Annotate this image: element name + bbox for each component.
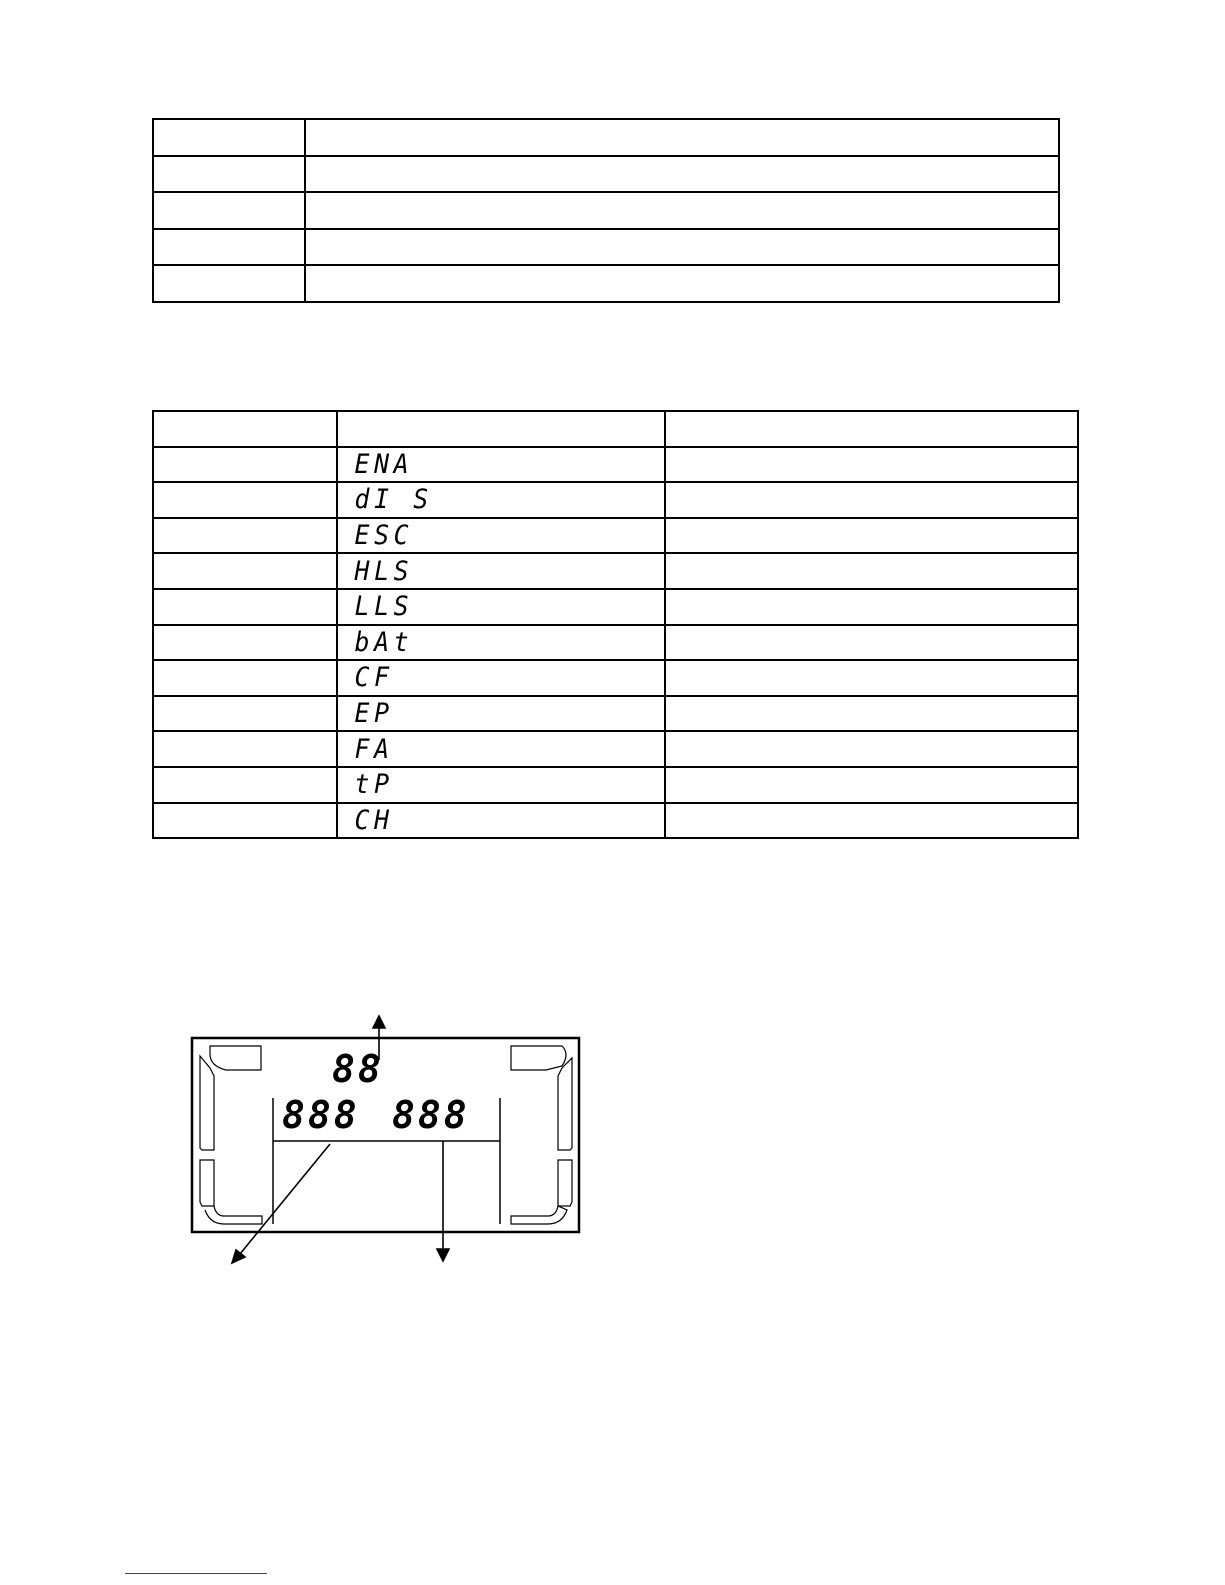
lcd-code-cell — [337, 767, 665, 803]
lcd-code-cell — [337, 660, 665, 696]
table-cell — [305, 265, 1059, 302]
header-cell — [337, 411, 665, 447]
table-row — [153, 192, 1059, 229]
table-cell — [665, 660, 1078, 696]
table-row — [153, 447, 1078, 483]
table-cell — [305, 119, 1059, 156]
lcd-code: CH — [354, 804, 394, 836]
lcd-code: EP — [354, 698, 394, 730]
table-cell — [153, 447, 337, 483]
lcd-top-digits: 88 — [332, 1047, 384, 1091]
lcd-frame — [192, 1038, 579, 1232]
lcd-right-digits: 888 — [392, 1093, 470, 1137]
table-cell — [153, 803, 337, 839]
table-row — [153, 803, 1078, 839]
left-bar-segments — [200, 1046, 262, 1224]
table-cell — [153, 518, 337, 554]
table-cell — [305, 156, 1059, 193]
lcd-code-cell — [337, 447, 665, 483]
right-bar-segments — [511, 1046, 572, 1224]
table-cell — [665, 518, 1078, 554]
table-cell — [153, 553, 337, 589]
lcd-code: ESC — [354, 520, 414, 552]
lcd-code: bAt — [354, 626, 414, 658]
lcd-left-digits: 888 — [282, 1093, 360, 1137]
table-row — [153, 696, 1078, 732]
table-row — [153, 156, 1059, 193]
table-cell — [153, 229, 305, 266]
table-cell — [665, 482, 1078, 518]
table-cell — [153, 482, 337, 518]
table-row — [153, 119, 1059, 156]
table-cell — [665, 553, 1078, 589]
table-row — [153, 482, 1078, 518]
table-row — [153, 767, 1078, 803]
table-cell — [153, 625, 337, 661]
table-row — [153, 660, 1078, 696]
lcd-code: ENA — [354, 448, 414, 480]
lcd-code-cell — [337, 696, 665, 732]
table-cell — [665, 589, 1078, 625]
lcd-code: HLS — [354, 555, 414, 587]
lcd-code-cell — [337, 803, 665, 839]
lcd-code: dI S — [354, 484, 433, 516]
table-cell — [665, 447, 1078, 483]
table-row — [153, 518, 1078, 554]
lcd-code-cell — [337, 625, 665, 661]
lcd-panel-diagram — [180, 1010, 600, 1270]
table-row — [153, 731, 1078, 767]
table-row — [153, 553, 1078, 589]
lcd-code-cell — [337, 731, 665, 767]
lcd-code: tP — [354, 769, 394, 801]
table-cell — [153, 265, 305, 302]
lcd-code-table — [152, 410, 1079, 839]
table-row — [153, 229, 1059, 266]
lcd-code-cell — [337, 482, 665, 518]
table-header-row — [153, 411, 1078, 447]
lcd-code: FA — [354, 733, 394, 765]
lcd-code: CF — [354, 662, 394, 694]
table-cell — [153, 192, 305, 229]
footer-link-underline — [125, 1572, 267, 1574]
table-cell — [153, 696, 337, 732]
table-cell — [153, 589, 337, 625]
header-cell — [153, 411, 337, 447]
table-cell — [665, 696, 1078, 732]
table-cell — [153, 156, 305, 193]
table-cell — [665, 625, 1078, 661]
table-cell — [153, 119, 305, 156]
table-cell — [305, 229, 1059, 266]
table-cell — [153, 767, 337, 803]
table-cell — [153, 660, 337, 696]
lcd-code-cell — [337, 553, 665, 589]
table-row — [153, 625, 1078, 661]
table-cell — [665, 767, 1078, 803]
table-cell — [665, 803, 1078, 839]
lcd-code: LLS — [354, 591, 414, 623]
header-cell — [665, 411, 1078, 447]
table-cell — [665, 731, 1078, 767]
table-cell — [153, 731, 337, 767]
lcd-code-cell — [337, 518, 665, 554]
table-cell — [305, 192, 1059, 229]
table-row — [153, 589, 1078, 625]
settings-table — [152, 118, 1060, 303]
table-row — [153, 265, 1059, 302]
lcd-code-cell — [337, 589, 665, 625]
